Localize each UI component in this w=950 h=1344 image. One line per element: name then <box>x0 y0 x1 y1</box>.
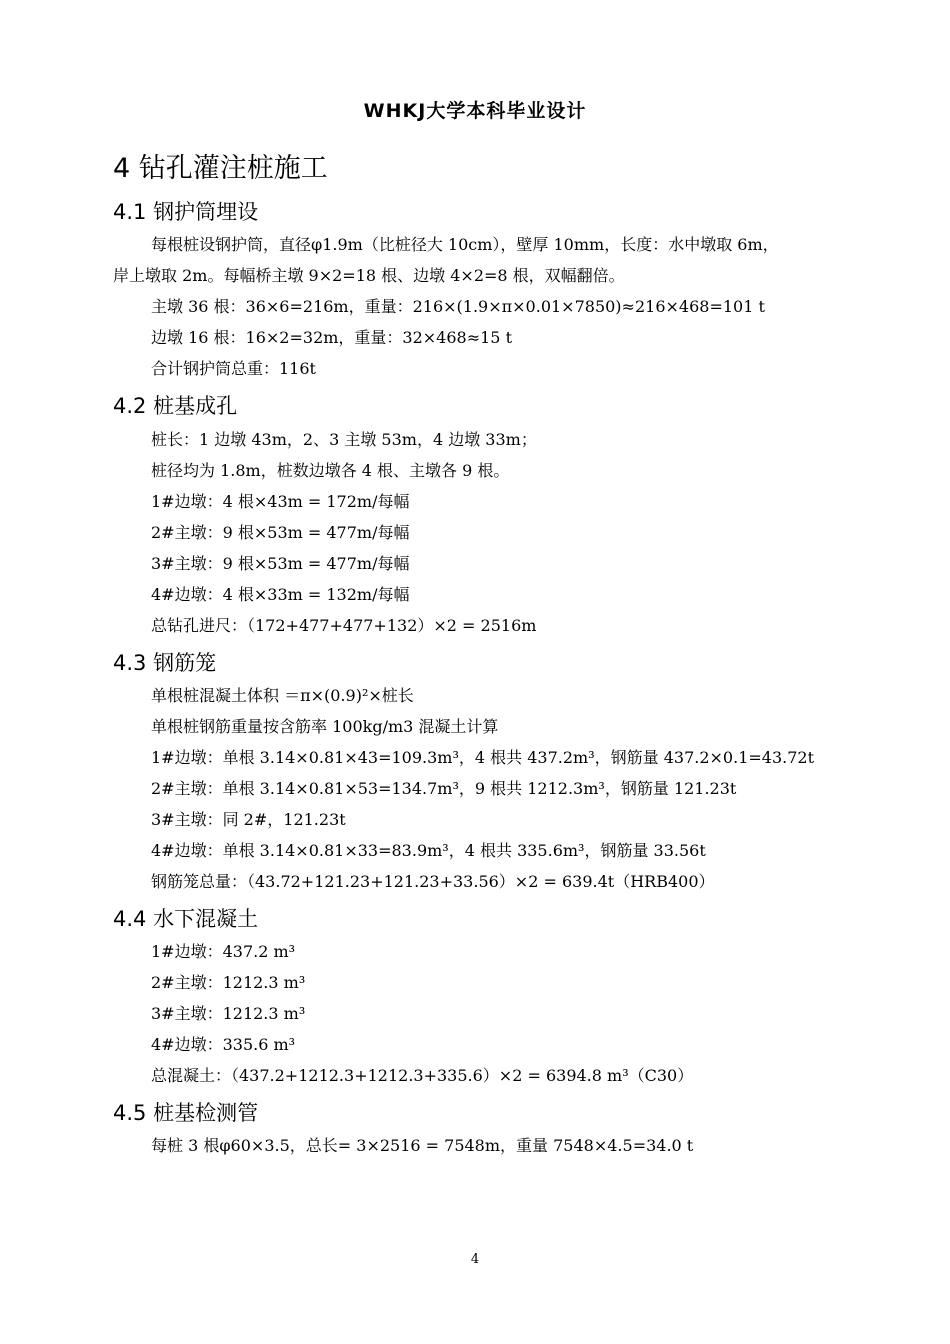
paragraph-line: 每根桩设钢护筒，直径φ1.9m（比桩径大 10cm），壁厚 10mm，长度：水中墩取 6m， <box>151 235 779 254</box>
paragraph-line: 3#主墩：同 2#，121.23t <box>151 810 346 829</box>
page-header: WHKJ大学本科毕业设计 <box>363 100 587 122</box>
paragraph-line: 单根桩混凝土体积 ＝π×(0.9)²×桩长 <box>151 686 414 705</box>
paragraph-line: 主墩 36 根：36×6=216m，重量：216×(1.9×π×0.01×7850)≈216×468=101 t <box>151 297 765 316</box>
paragraph-line: 合计钢护筒总重：116t <box>151 359 316 378</box>
paragraph-line: 4#边墩：单根 3.14×0.81×33=83.9m³，4 根共 335.6m³，钢筋量 33.56t <box>151 841 706 860</box>
paragraph-line: 2#主墩：单根 3.14×0.81×53=134.7m³，9 根共 1212.3m³，钢筋量 121.23t <box>151 779 737 798</box>
section-title: 4.5 桩基检测管 <box>113 1101 259 1125</box>
paragraph-line: 桩径均为 1.8m，桩数边墩各 4 根、主墩各 9 根。 <box>151 461 510 480</box>
paragraph-line: 边墩 16 根：16×2=32m，重量：32×468≈15 t <box>151 328 513 347</box>
paragraph-line: 1#边墩：4 根×43m = 172m/每幅 <box>151 492 410 511</box>
paragraph-line: 3#主墩：1212.3 m³ <box>151 1004 306 1023</box>
paragraph-line: 4#边墩：4 根×33m = 132m/每幅 <box>151 585 410 604</box>
paragraph-line: 1#边墩：单根 3.14×0.81×43=109.3m³，4 根共 437.2m³，钢筋量 437.2×0.1=43.72t <box>151 748 815 767</box>
paragraph-line: 钢筋笼总量：（43.72+121.23+121.23+33.56）×2 = 639.4t（HRB400） <box>151 872 715 891</box>
paragraph-line: 每桩 3 根φ60×3.5，总长= 3×2516 = 7548m，重量 7548×4.5=34.0 t <box>151 1136 694 1155</box>
section-title: 4.3 钢筋笼 <box>113 651 217 675</box>
paragraph-line: 单根桩钢筋重量按含筋率 100kg/m3 混凝土计算 <box>151 717 499 736</box>
section-title: 4.1 钢护筒埋设 <box>113 200 259 224</box>
paragraph-line: 桩长：1 边墩 43m，2、3 主墩 53m，4 边墩 33m； <box>151 430 537 449</box>
page-number: 4 <box>470 1252 480 1267</box>
paragraph-line: 2#主墩：9 根×53m = 477m/每幅 <box>151 523 410 542</box>
paragraph-line: 总混凝土：（437.2+1212.3+1212.3+335.6）×2 = 6394.8 m³（C30） <box>151 1066 694 1085</box>
paragraph-line: 总钻孔进尺：（172+477+477+132）×2 = 2516m <box>151 616 537 635</box>
paragraph-line: 4#边墩：335.6 m³ <box>151 1035 296 1054</box>
chapter-title: 4 钻孔灌注桩施工 <box>113 153 328 184</box>
paragraph-line: 3#主墩：9 根×53m = 477m/每幅 <box>151 554 410 573</box>
paragraph-line: 2#主墩：1212.3 m³ <box>151 973 306 992</box>
section-title: 4.2 桩基成孔 <box>113 394 238 418</box>
paragraph-line: 岸上墩取 2m。每幅桥主墩 9×2=18 根、边墩 4×2=8 根，双幅翻倍。 <box>113 266 625 285</box>
section-title: 4.4 水下混凝土 <box>113 907 259 931</box>
paragraph-line: 1#边墩：437.2 m³ <box>151 942 296 961</box>
